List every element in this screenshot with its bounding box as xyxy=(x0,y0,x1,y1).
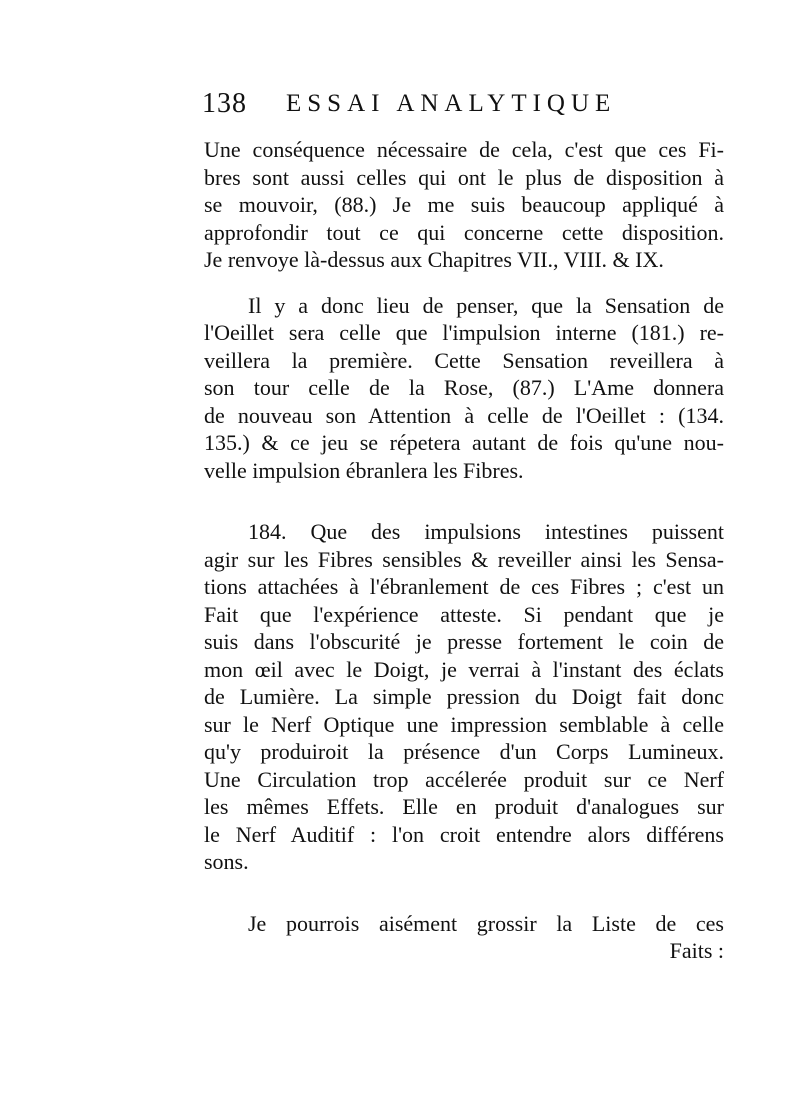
catchword: Faits : xyxy=(669,938,724,963)
text-line: veillera la première. Cette Sensation reveillera à xyxy=(204,347,724,373)
paragraph-1 xyxy=(204,136,724,274)
text-line: Je renvoye là-dessus aux Chapitres VII., VIII. & IX. xyxy=(204,247,664,272)
text-line: Une Circulation trop accélerée produit sur ce Nerf xyxy=(204,766,724,792)
text-line: approfondir tout ce qui concerne cette disposition. xyxy=(204,219,724,245)
paragraph-2 xyxy=(204,292,724,485)
text-line: suis dans l'obscurité je presse fortement le coin de xyxy=(204,629,724,654)
text-line: son tour celle de la Rose, (87.) L'Ame donnera xyxy=(204,375,724,400)
text-line: 135.) & ce jeu se répetera autant de fois qu'une nou- xyxy=(204,430,724,455)
running-head: ESSAI ANALYTIQUE xyxy=(286,90,617,117)
text-line: velle impulsion ébranlera les Fibres. xyxy=(204,457,524,483)
text-line: qu'y produiroit la présence d'un Corps Lumineux. xyxy=(204,739,724,764)
text-line: sur le Nerf Optique une impression semblable à celle xyxy=(204,711,724,737)
text-line: Je pourrois aisément grossir la Liste de ces xyxy=(248,910,724,936)
text-line: tions attachées à l'ébranlement de ces Fibres ; c'est un xyxy=(204,574,724,599)
page-header xyxy=(202,84,722,128)
section-184-first-line: 184. Que des impulsions intestines puissent xyxy=(248,519,724,544)
text-line: Fait que l'expérience atteste. Si pendant que je xyxy=(204,601,724,627)
page-number: 138 xyxy=(202,88,247,119)
text-line: agir sur les Fibres sensibles & reveiller ainsi les Sensa- xyxy=(204,546,724,572)
text-line: les mêmes Effets. Elle en produit d'analogues sur xyxy=(204,794,724,819)
text-line: bres sont aussi celles qui ont le plus de disposition à xyxy=(204,164,724,190)
text-line: Une conséquence nécessaire de cela, c'est que ces Fi- xyxy=(204,137,724,162)
paragraph-4 xyxy=(204,910,724,938)
text-line: le Nerf Auditif : l'on croit entendre alors différens xyxy=(204,821,724,847)
text-line: sons. xyxy=(204,849,249,874)
text-line: de nouveau son Attention à celle de l'Oeillet : (134. xyxy=(204,402,724,428)
text-line: l'Oeillet sera celle que l'impulsion interne (181.) re- xyxy=(204,320,724,345)
page-body xyxy=(204,136,724,965)
text-line: de Lumière. La simple pression du Doigt fait donc xyxy=(204,684,724,709)
text-line: Il y a donc lieu de penser, que la Sensation de xyxy=(248,292,724,318)
text-line: se mouvoir, (88.) Je me suis beaucoup appliqué à xyxy=(204,192,724,217)
paragraph-3 xyxy=(204,518,724,876)
text-line: mon œil avec le Doigt, je verrai à l'instant des éclats xyxy=(204,656,724,682)
